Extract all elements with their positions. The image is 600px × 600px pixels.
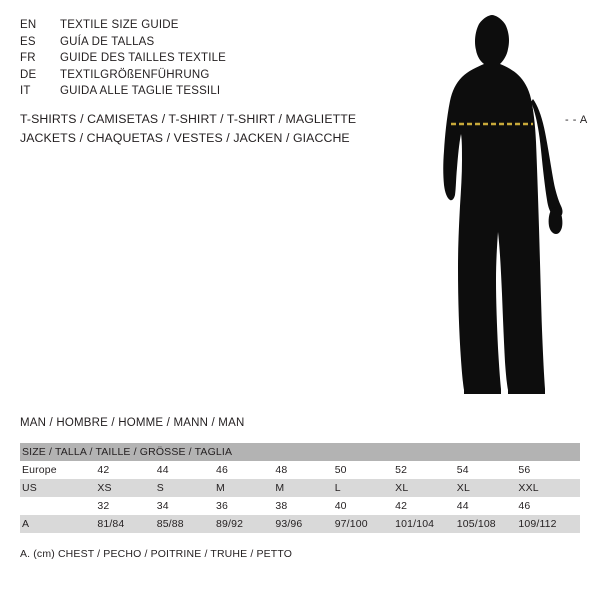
language-row [20, 34, 400, 51]
language-row [20, 17, 400, 34]
table-header-row [20, 443, 580, 461]
row-value: 93/96 [275, 518, 303, 530]
row-value: 85/88 [156, 518, 184, 530]
row-value: 109/112 [518, 518, 557, 530]
row-value: XL [456, 482, 470, 494]
table-row [20, 497, 580, 515]
row-value: XL [395, 482, 409, 494]
row-value: 32 [97, 500, 110, 512]
row-value: 52 [395, 464, 408, 476]
language-text: GUIDE DES TAILLES TEXTILE [60, 52, 227, 65]
table-title: MAN / HOMBRE / HOMME / MANN / MAN [20, 417, 245, 429]
measure-marker-label: - - A [565, 114, 588, 126]
language-text: GUÍA DE TALLAS [60, 35, 155, 48]
language-code: FR [20, 52, 36, 65]
row-value: XS [97, 482, 112, 494]
male-silhouette-figure [405, 10, 595, 410]
language-row [20, 50, 400, 67]
table-header-label: SIZE / TALLA / TAILLE / GRÖSSE / TAGLIA [22, 446, 233, 458]
row-value: 42 [97, 464, 110, 476]
language-code: IT [20, 85, 31, 98]
row-label: Europe [22, 464, 57, 476]
garment-line-jackets: JACKETS / CHAQUETAS / VESTES / JACKEN / GIACCHE [20, 131, 350, 145]
row-value: 89/92 [216, 518, 244, 530]
row-value: 105/108 [456, 518, 496, 530]
row-value: XXL [518, 482, 539, 494]
footnote: A. (cm) CHEST / PECHO / POITRINE / TRUHE / PETTO [20, 548, 293, 560]
row-value: 42 [395, 500, 408, 512]
row-value: M [275, 482, 285, 494]
silhouette-icon [405, 10, 595, 410]
row-value: 54 [456, 464, 469, 476]
size-table [20, 443, 580, 533]
garment-categories [20, 110, 420, 148]
language-code: ES [20, 35, 36, 48]
row-value: M [216, 482, 225, 494]
row-value: L [334, 482, 341, 494]
row-value: 50 [334, 464, 347, 476]
row-value: S [156, 482, 164, 494]
row-label: US [22, 482, 37, 494]
table-row [20, 479, 580, 497]
row-value: 46 [518, 500, 531, 512]
language-text: TEXTILE SIZE GUIDE [60, 19, 179, 31]
row-value: 34 [156, 500, 169, 512]
row-value: 48 [275, 464, 288, 476]
row-value: 44 [456, 500, 469, 512]
language-text: GUIDA ALLE TAGLIE TESSILI [60, 85, 221, 98]
table-row [20, 461, 580, 479]
row-value: 40 [334, 500, 347, 512]
row-value: 81/84 [97, 518, 125, 530]
language-code: EN [20, 19, 37, 31]
row-value: 36 [216, 500, 229, 512]
row-value: 46 [216, 464, 229, 476]
row-value: 101/104 [395, 518, 435, 530]
table-row [20, 515, 580, 533]
row-value: 38 [275, 500, 288, 512]
language-row [20, 67, 400, 84]
row-value: 56 [518, 464, 531, 476]
language-code: DE [20, 68, 37, 81]
garment-line-tshirts: T-SHIRTS / CAMISETAS / T-SHIRT / T-SHIRT / MAGLIETTE [20, 112, 357, 126]
row-label: A [22, 518, 30, 530]
row-value: 44 [156, 464, 169, 476]
language-text: TEXTILGRÖßENFÜHRUNG [60, 68, 210, 81]
language-row [20, 83, 400, 100]
language-header-block [20, 17, 400, 100]
row-label [20, 497, 97, 515]
row-value: 97/100 [334, 518, 368, 530]
